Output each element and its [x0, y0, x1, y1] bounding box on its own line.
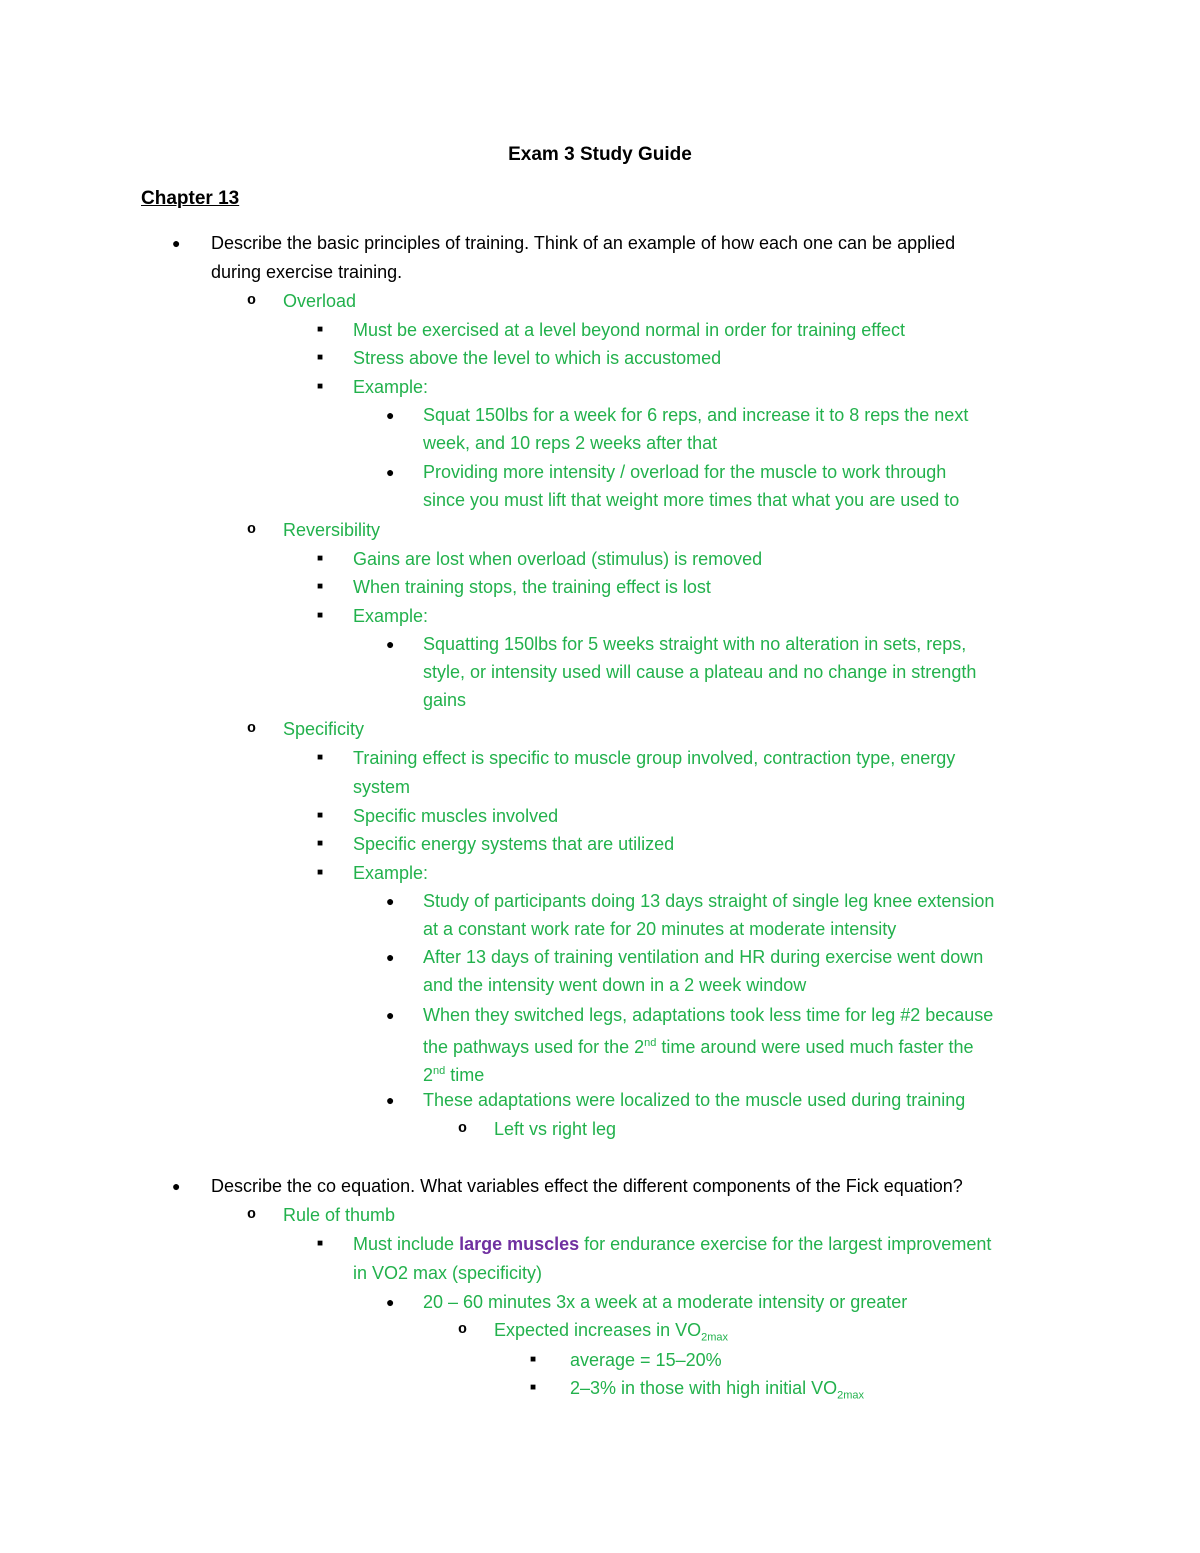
rule-detail: 2–3% in those with high initial $VO_{2max}$ — [570, 1378, 865, 1402]
overload-item: Must be exercised at a level beyond normal in order for training effect — [353, 320, 905, 340]
overload-example: Providing more intensity / overload for the muscle to work through — [423, 462, 947, 482]
specificity-example: the pathways used for the 2nd time around were used much faster the — [423, 1037, 974, 1057]
emphasis-text: large muscles — [459, 1234, 580, 1254]
specificity-item: Specific energy systems that are utilized — [353, 834, 675, 854]
specificity-sub-example: Left vs right leg — [494, 1119, 617, 1139]
rule-heading: Rule of thumb — [283, 1205, 396, 1225]
reversibility-example: Squatting 150lbs for 5 weeks straight with no alteration in sets, reps, — [423, 634, 967, 654]
specificity-example: and the intensity went down in a 2 week window — [423, 975, 807, 995]
chapter-heading: Chapter 13 — [141, 188, 240, 209]
bullet-icon: ● — [386, 1294, 395, 1310]
square-bullet-icon: ■ — [317, 610, 324, 621]
overload-example: week, and 10 reps 2 weeks after that — [423, 433, 718, 453]
square-bullet-icon: ■ — [530, 1354, 537, 1365]
reversibility-item: Gains are lost when overload (stimulus) is removed — [353, 549, 763, 569]
circle-bullet-icon: o — [247, 292, 257, 309]
reversibility-example: style, or intensity used will cause a plateau and no change in strength — [423, 662, 977, 682]
square-bullet-icon: ■ — [317, 581, 324, 592]
circle-bullet-icon: o — [458, 1321, 468, 1338]
circle-bullet-icon: o — [247, 521, 257, 538]
overload-item: Stress above the level to which is accustomed — [353, 348, 722, 368]
bullet-icon: ● — [386, 407, 395, 423]
square-bullet-icon: ■ — [530, 1382, 537, 1393]
overload-example: since you must lift that weight more times that what you are used to — [423, 490, 960, 510]
square-bullet-icon: ■ — [317, 324, 324, 335]
overload-item: Example: — [353, 377, 429, 397]
overload-heading: Overload — [283, 291, 357, 311]
circle-bullet-icon: o — [458, 1120, 468, 1137]
reversibility-item: Example: — [353, 606, 429, 626]
square-bullet-icon: ■ — [317, 838, 324, 849]
specificity-example: Study of participants doing 13 days straight of single leg knee extension — [423, 891, 995, 911]
page-title: Exam 3 Study Guide — [508, 144, 692, 165]
specificity-example: After 13 days of training ventilation and HR during exercise went down — [423, 947, 984, 967]
rule-detail: average = 15–20% — [570, 1350, 722, 1370]
bullet-icon: ● — [386, 1007, 395, 1023]
bullet-icon: ● — [172, 235, 181, 251]
specificity-item: Specific muscles involved — [353, 806, 559, 826]
bullet-icon: ● — [386, 464, 395, 480]
circle-bullet-icon: o — [247, 720, 257, 737]
rule-detail: 20 – 60 minutes 3x a week at a moderate intensity or greater — [423, 1292, 908, 1312]
reversibility-example: gains — [423, 690, 467, 710]
question-1-line-1: Describe the basic principles of training. Think of an example of how each one can be applied — [211, 233, 956, 253]
rule-detail: Expected increases in $VO_{2max}$ — [494, 1320, 729, 1344]
specificity-example: at a constant work rate for 20 minutes at moderate intensity — [423, 919, 897, 939]
bullet-icon: ● — [172, 1178, 181, 1194]
specificity-item: system — [353, 777, 411, 797]
square-bullet-icon: ■ — [317, 553, 324, 564]
specificity-example: When they switched legs, adaptations took less time for leg #2 because — [423, 1005, 994, 1025]
bullet-icon: ● — [386, 636, 395, 652]
square-bullet-icon: ■ — [317, 381, 324, 392]
question-2-line-1: Describe the co equation. What variables effect the different components of the Fick equation? — [211, 1176, 963, 1196]
specificity-example: These adaptations were localized to the muscle used during training — [423, 1090, 966, 1110]
bullet-icon: ● — [386, 949, 395, 965]
specificity-item: Example: — [353, 863, 429, 883]
specificity-example: 2nd time — [423, 1065, 485, 1085]
overload-example: Squat 150lbs for a week for 6 reps, and increase it to 8 reps the next — [423, 405, 969, 425]
rule-item: Must include large muscles for endurance exercise for the largest improvement — [353, 1234, 992, 1254]
square-bullet-icon: ■ — [317, 810, 324, 821]
specificity-heading: Specificity — [283, 719, 365, 739]
square-bullet-icon: ■ — [317, 867, 324, 878]
reversibility-heading: Reversibility — [283, 520, 381, 540]
rule-item: in VO2 max (specificity) — [353, 1263, 543, 1283]
bullet-icon: ● — [386, 1092, 395, 1108]
reversibility-item: When training stops, the training effect is lost — [353, 577, 711, 597]
square-bullet-icon: ■ — [317, 1238, 324, 1249]
circle-bullet-icon: o — [247, 1206, 257, 1223]
question-1-line-2: during exercise training. — [211, 262, 403, 282]
square-bullet-icon: ■ — [317, 352, 324, 363]
bullet-icon: ● — [386, 893, 395, 909]
square-bullet-icon: ■ — [317, 752, 324, 763]
specificity-item: Training effect is specific to muscle group involved, contraction type, energy — [353, 748, 956, 768]
